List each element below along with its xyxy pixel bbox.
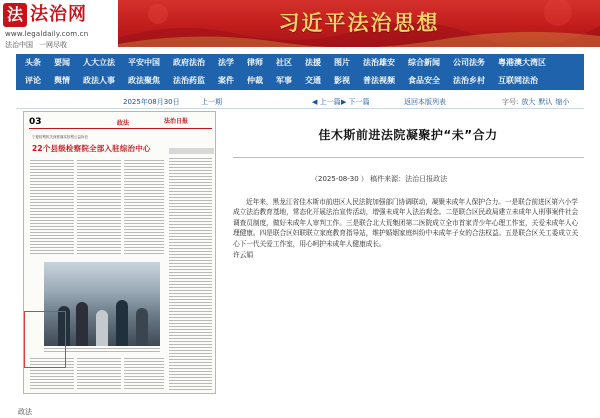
paper-text-column (77, 358, 121, 390)
photo-figure (136, 308, 148, 346)
nav-item-1[interactable]: 头条 (25, 58, 41, 67)
nav-item-13[interactable]: 公司法务 (453, 58, 485, 67)
paper-toolbar (16, 97, 584, 109)
paper-page-number: 03 (29, 117, 42, 127)
prev-article-label: 上一篇 (319, 98, 341, 106)
article-title: 佳木斯前进法院凝聚护“未”合力 (318, 128, 498, 142)
slogan-part: 法治中国 (5, 41, 33, 49)
nav-item-3[interactable]: 人大立法 (83, 58, 115, 67)
banner-title: 习近平法治思想 (278, 10, 440, 35)
nav-item-2[interactable]: 舆情 (54, 76, 70, 85)
nav-item-10[interactable]: 影视 (334, 76, 350, 85)
topic-banner[interactable] (118, 0, 600, 47)
article-divider (233, 157, 584, 158)
nav-item-12[interactable]: 食品安全 (408, 76, 440, 85)
main-nav (16, 54, 584, 90)
article-author: 许云娟 (233, 251, 254, 259)
prev-issue-link[interactable]: 上一期 (201, 98, 222, 106)
nav-item-14[interactable]: 互联网法治 (498, 76, 538, 85)
photo-figure (76, 302, 88, 346)
nav-item-8[interactable]: 社区 (276, 58, 292, 67)
paper-text-column (77, 160, 121, 256)
up-arrow-icon: ◀ (312, 98, 320, 106)
nav-item-11[interactable]: 普法视频 (363, 76, 395, 85)
paper-side-heading (169, 148, 214, 154)
photo-figure (116, 300, 128, 346)
font-default-button[interactable]: 默认 (538, 98, 553, 106)
paper-text-column (124, 160, 164, 256)
nav-item-4[interactable]: 平安中国 (128, 58, 160, 67)
nav-item-6[interactable]: 法学 (218, 58, 234, 67)
site-logo[interactable] (3, 3, 107, 49)
nav-item-13[interactable]: 法治乡村 (453, 76, 485, 85)
nav-item-10[interactable]: 图片 (334, 58, 350, 67)
footer-section-label: 政法 (18, 408, 32, 416)
next-article-link[interactable] (341, 97, 370, 108)
nav-item-14[interactable]: 粤港澳大湾区 (498, 58, 546, 67)
nav-row-1 (16, 54, 584, 72)
logo-name: 法治网 (30, 4, 87, 25)
paper-kicker: 宁夏检察机关深度落实检察公益诉讼 (32, 135, 88, 139)
nav-item-7[interactable]: 律师 (247, 58, 263, 67)
nav-item-5[interactable]: 政府法治 (173, 58, 205, 67)
site-url: www.legaldaily.com.cn (5, 30, 89, 38)
logo-mark-icon: 法 (3, 3, 27, 27)
current-article-highlight[interactable] (24, 311, 66, 368)
photo-figure (96, 310, 108, 346)
font-size-label: 字号: (502, 98, 519, 106)
nav-item-6[interactable]: 案件 (218, 76, 234, 85)
font-larger-button[interactable]: 放大 (521, 98, 536, 106)
paper-section: 政法 (117, 120, 130, 127)
paper-text-column (30, 160, 74, 256)
paper-headline: 22个县级检察院全部入驻综治中心 (32, 144, 151, 153)
paper-text-column (169, 158, 212, 390)
issue-date-link[interactable]: 2025年08月30日 (123, 98, 180, 106)
nav-item-3[interactable]: 政法人事 (83, 76, 115, 85)
nav-item-11[interactable]: 法治雄安 (363, 58, 395, 67)
nav-item-9[interactable]: 交通 (305, 76, 321, 85)
article-body: 近年来，黑龙江省佳木斯市前进区人民法院加强部门协调联动，凝聚未成年人保护合力。一是联合前进区第六小学成立法治教育基地，常态化开展法治宣传活动，增强未成年人法治观念。二是联合区民政局建立未成年人刑事案件社会调查员制度，做好未成年人审判工作。三是联合北大荒集团第二医院成立全市首家青少年心理工作室，关爱未成年人心理健康。四是联合区妇联联立家庭教育指导站，维护婚姻家庭纠纷中未成年子女的合法权益。五是联合区关工委成立关心下一代关爱工作室，用心呵护未成年人健康成长。 (233, 198, 579, 248)
nav-item-12[interactable]: 综合新闻 (408, 58, 440, 67)
back-to-list-link[interactable]: 返回本版列表 (404, 98, 446, 106)
nav-row-2 (16, 72, 584, 90)
nav-item-9[interactable]: 法援 (305, 58, 321, 67)
article-meta: （2025-08-30 ） 稿件来源：法治日报政法 (311, 175, 448, 183)
nav-item-7[interactable]: 仲裁 (247, 76, 263, 85)
prev-article-link[interactable] (312, 97, 341, 108)
slogan-part: 一网尽收 (39, 41, 67, 49)
paper-masthead: 法治日报 (164, 118, 189, 125)
nav-item-2[interactable]: 要闻 (54, 58, 70, 67)
nav-item-4[interactable]: 政法聚焦 (128, 76, 160, 85)
nav-item-5[interactable]: 法治药监 (173, 76, 205, 85)
site-header (0, 0, 600, 52)
nav-item-8[interactable]: 军事 (276, 76, 292, 85)
paper-text-column (124, 358, 164, 390)
paper-rule (29, 128, 212, 129)
nav-item-1[interactable]: 评论 (25, 76, 41, 85)
site-slogan (5, 40, 73, 50)
font-smaller-button[interactable]: 缩小 (555, 98, 570, 106)
font-size-control (502, 97, 569, 108)
next-article-label: 下一篇 (348, 98, 370, 106)
down-arrow-icon: ▶ (341, 98, 349, 106)
